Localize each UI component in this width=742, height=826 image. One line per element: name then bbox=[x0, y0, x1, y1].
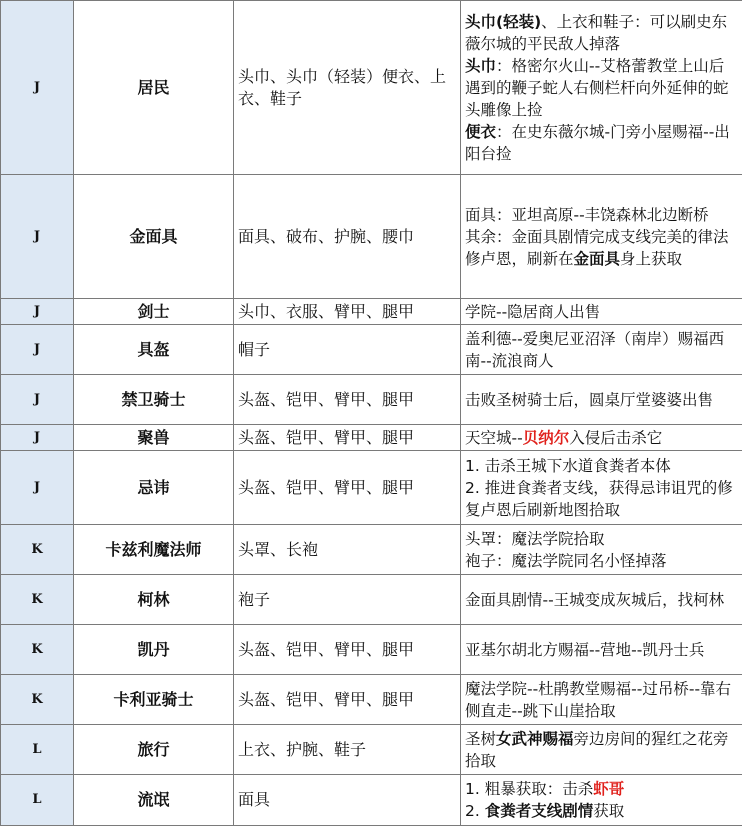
source-cell bbox=[461, 325, 742, 375]
source-text: 金面具剧情--王城变成灰城后，找柯林 bbox=[465, 590, 725, 609]
pieces-cell: 上衣、护腕、鞋子 bbox=[234, 725, 461, 775]
source-cell bbox=[461, 575, 742, 625]
set-name-cell: 剑士 bbox=[74, 299, 234, 325]
source-cell bbox=[461, 775, 742, 826]
table-row bbox=[1, 299, 742, 325]
table-row bbox=[1, 675, 742, 725]
source-cell bbox=[461, 725, 742, 775]
source-line bbox=[465, 550, 738, 572]
source-cell bbox=[461, 299, 742, 325]
source-cell bbox=[461, 675, 742, 725]
pieces-cell: 头罩、长袍 bbox=[234, 525, 461, 575]
source-text: ：格密尔火山--艾格蕾教堂上山后遇到的鞭子蛇人右侧栏杆向外延伸的蛇头雕像上捡 bbox=[465, 56, 729, 119]
pieces-cell: 帽子 bbox=[234, 325, 461, 375]
source-text: 击败圣树骑士后，圆桌厅堂婆婆出售 bbox=[465, 390, 714, 409]
index-letter-cell: J bbox=[1, 325, 74, 375]
source-cell bbox=[461, 375, 742, 425]
source-text: 2. 推进食粪者支线，获得忌讳诅咒的修复卢恩后刷新地图拾取 bbox=[465, 478, 733, 519]
set-name-cell: 流氓 bbox=[74, 775, 234, 826]
table-row bbox=[1, 725, 742, 775]
source-line bbox=[465, 427, 738, 449]
source-text: 旁边房间的猩红之花旁拾取 bbox=[465, 729, 729, 770]
bold-keyword: 头巾(轻装) bbox=[465, 12, 542, 31]
pieces-cell: 面具 bbox=[234, 775, 461, 826]
source-line bbox=[465, 55, 738, 121]
index-letter-cell: J bbox=[1, 451, 74, 525]
set-name-cell: 聚兽 bbox=[74, 425, 234, 451]
source-cell bbox=[461, 625, 742, 675]
table-row bbox=[1, 325, 742, 375]
source-text: 其余：金面具剧情完成支线完美的律法修卢恩，刷新在 bbox=[465, 227, 729, 268]
index-letter-cell: J bbox=[1, 175, 74, 299]
bold-keyword: 金面具 bbox=[573, 249, 621, 268]
set-name-cell: 居民 bbox=[74, 1, 234, 175]
table-row bbox=[1, 175, 742, 299]
bold-keyword: 女武神赐福 bbox=[496, 729, 574, 748]
index-letter-cell: K bbox=[1, 675, 74, 725]
source-text: 2. bbox=[465, 802, 485, 820]
table-row bbox=[1, 525, 742, 575]
source-text: 面具：亚坦高原--丰饶森林北边断桥 bbox=[465, 205, 709, 224]
table-row bbox=[1, 425, 742, 451]
source-cell bbox=[461, 425, 742, 451]
index-letter-cell: J bbox=[1, 299, 74, 325]
set-name-cell: 忌讳 bbox=[74, 451, 234, 525]
set-name-cell: 卡兹利魔法师 bbox=[74, 525, 234, 575]
source-text: 头罩：魔法学院拾取 bbox=[465, 529, 605, 548]
source-line bbox=[465, 11, 738, 55]
table-row bbox=[1, 625, 742, 675]
source-line bbox=[465, 455, 738, 477]
source-text: 天空城-- bbox=[465, 428, 523, 447]
source-text: 亚基尔胡北方赐福--营地--凯丹士兵 bbox=[465, 640, 705, 659]
source-cell bbox=[461, 525, 742, 575]
armor-set-table-body bbox=[1, 1, 742, 826]
table-row bbox=[1, 375, 742, 425]
source-line bbox=[465, 678, 738, 722]
set-name-cell: 旅行 bbox=[74, 725, 234, 775]
index-letter-cell: L bbox=[1, 725, 74, 775]
source-line bbox=[465, 639, 738, 661]
table-row bbox=[1, 775, 742, 826]
set-name-cell: 金面具 bbox=[74, 175, 234, 299]
source-line bbox=[465, 328, 738, 372]
highlighted-name: 贝纳尔 bbox=[522, 428, 570, 447]
pieces-cell: 头盔、铠甲、臂甲、腿甲 bbox=[234, 625, 461, 675]
set-name-cell: 具盔 bbox=[74, 325, 234, 375]
source-line bbox=[465, 778, 738, 800]
source-cell bbox=[461, 1, 742, 175]
index-letter-cell: J bbox=[1, 1, 74, 175]
source-text: 获取 bbox=[593, 802, 625, 820]
set-name-cell: 卡利亚骑士 bbox=[74, 675, 234, 725]
pieces-cell: 头盔、铠甲、臂甲、腿甲 bbox=[234, 375, 461, 425]
set-name-cell: 禁卫骑士 bbox=[74, 375, 234, 425]
index-letter-cell: K bbox=[1, 525, 74, 575]
bold-keyword: 食粪者支线剧情 bbox=[484, 802, 594, 820]
source-text: 圣树 bbox=[465, 729, 497, 748]
source-text: 1. 粗暴获取：击杀 bbox=[465, 780, 594, 798]
source-text: 身上获取 bbox=[620, 249, 683, 268]
pieces-cell: 头盔、铠甲、臂甲、腿甲 bbox=[234, 451, 461, 525]
index-letter-cell: J bbox=[1, 375, 74, 425]
bold-keyword: 便衣 bbox=[465, 122, 497, 141]
pieces-cell: 面具、破布、护腕、腰巾 bbox=[234, 175, 461, 299]
pieces-cell: 头巾、衣服、臂甲、腿甲 bbox=[234, 299, 461, 325]
source-line bbox=[465, 389, 738, 411]
set-name-cell: 凯丹 bbox=[74, 625, 234, 675]
table-row bbox=[1, 1, 742, 175]
source-text: 袍子：魔法学院同名小怪掉落 bbox=[465, 551, 667, 570]
index-letter-cell: K bbox=[1, 625, 74, 675]
index-letter-cell: L bbox=[1, 775, 74, 826]
pieces-cell: 头巾、头巾（轻装）便衣、上衣、鞋子 bbox=[234, 1, 461, 175]
bold-keyword: 头巾 bbox=[465, 56, 497, 75]
source-line bbox=[465, 301, 738, 323]
pieces-cell: 头盔、铠甲、臂甲、腿甲 bbox=[234, 425, 461, 451]
source-line bbox=[465, 728, 738, 772]
source-text: 、上衣和鞋子：可以刷史东薇尔城的平民敌人掉落 bbox=[465, 12, 728, 53]
table-row bbox=[1, 451, 742, 525]
highlighted-name: 虾哥 bbox=[593, 780, 625, 798]
source-text: 魔法学院--杜鹃教堂赐福--过吊桥--靠右侧直走--跳下山崖拾取 bbox=[465, 679, 732, 720]
pieces-cell: 袍子 bbox=[234, 575, 461, 625]
index-letter-cell: J bbox=[1, 425, 74, 451]
source-text: 入侵后击杀它 bbox=[569, 428, 663, 447]
source-line bbox=[465, 477, 738, 521]
source-text: 1. 击杀王城下水道食粪者本体 bbox=[465, 456, 671, 475]
set-name-cell: 柯林 bbox=[74, 575, 234, 625]
source-text: 学院--隐居商人出售 bbox=[465, 302, 601, 321]
source-line bbox=[465, 226, 738, 270]
index-letter-cell: K bbox=[1, 575, 74, 625]
table-row bbox=[1, 575, 742, 625]
source-line bbox=[465, 204, 738, 226]
source-text: ：在史东薇尔城-门旁小屋赐福--出阳台捡 bbox=[465, 122, 730, 163]
source-line bbox=[465, 589, 738, 611]
pieces-cell: 头盔、铠甲、臂甲、腿甲 bbox=[234, 675, 461, 725]
source-text: 盖利德--爱奥尼亚沼泽（南岸）赐福西南--流浪商人 bbox=[465, 329, 725, 370]
source-cell bbox=[461, 451, 742, 525]
source-cell bbox=[461, 175, 742, 299]
source-line bbox=[465, 121, 738, 165]
source-line bbox=[465, 800, 738, 822]
source-line bbox=[465, 528, 738, 550]
